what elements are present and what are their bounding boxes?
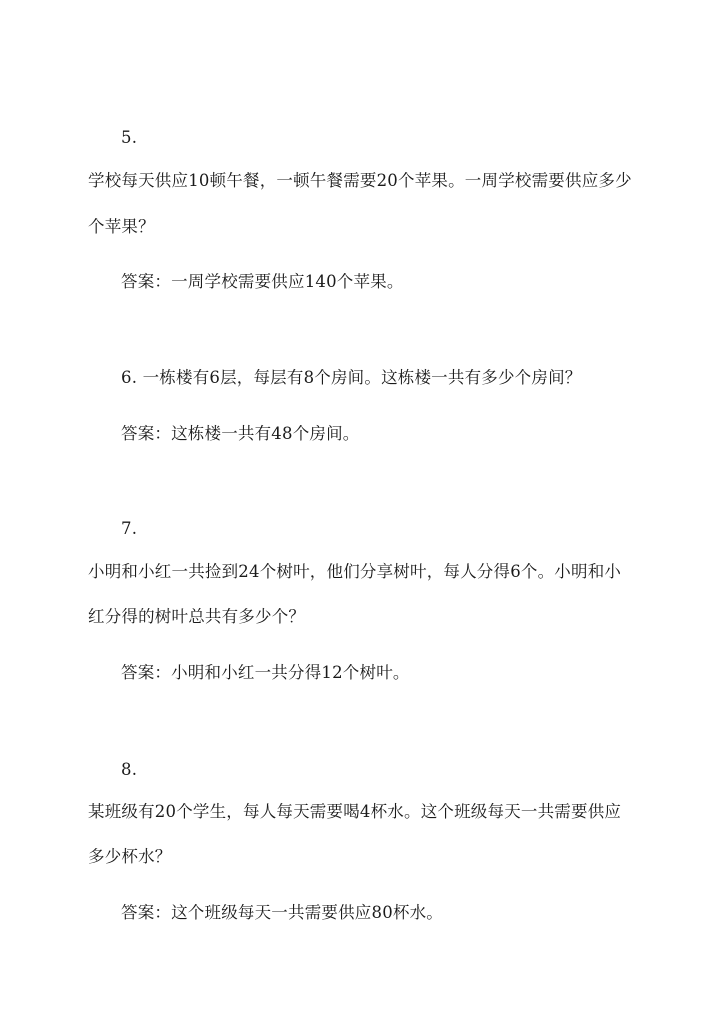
question-8-text-line-2: 多少杯水？ <box>88 847 172 866</box>
question-5-number: 5. <box>121 128 138 147</box>
question-6-answer: 答案：这栋楼一共有48个房间。 <box>121 424 360 443</box>
question-7-answer: 答案：小明和小红一共分得12个树叶。 <box>121 663 410 682</box>
question-5-text-line-2: 个苹果？ <box>88 217 155 236</box>
question-6-text: 6. 一栋楼有6层，每层有8个房间。这栋楼一共有多少个房间？ <box>121 368 582 387</box>
question-7-number: 7. <box>121 519 138 538</box>
question-8-answer: 答案：这个班级每天一共需要供应80杯水。 <box>121 903 443 922</box>
question-5-answer: 答案：一周学校需要供应140个苹果。 <box>121 272 404 291</box>
question-7-text-line-2: 红分得的树叶总共有多少个？ <box>88 607 306 626</box>
question-5-text-line-1: 学校每天供应10顿午餐，一顿午餐需要20个苹果。一周学校需要供应多少 <box>88 171 632 190</box>
question-8-number: 8. <box>121 760 138 779</box>
question-8-text-line-1: 某班级有20个学生，每人每天需要喝4杯水。这个班级每天一共需要供应 <box>88 802 622 821</box>
question-7-text-line-1: 小明和小红一共捡到24个树叶，他们分享树叶，每人分得6个。小明和小 <box>88 562 622 581</box>
